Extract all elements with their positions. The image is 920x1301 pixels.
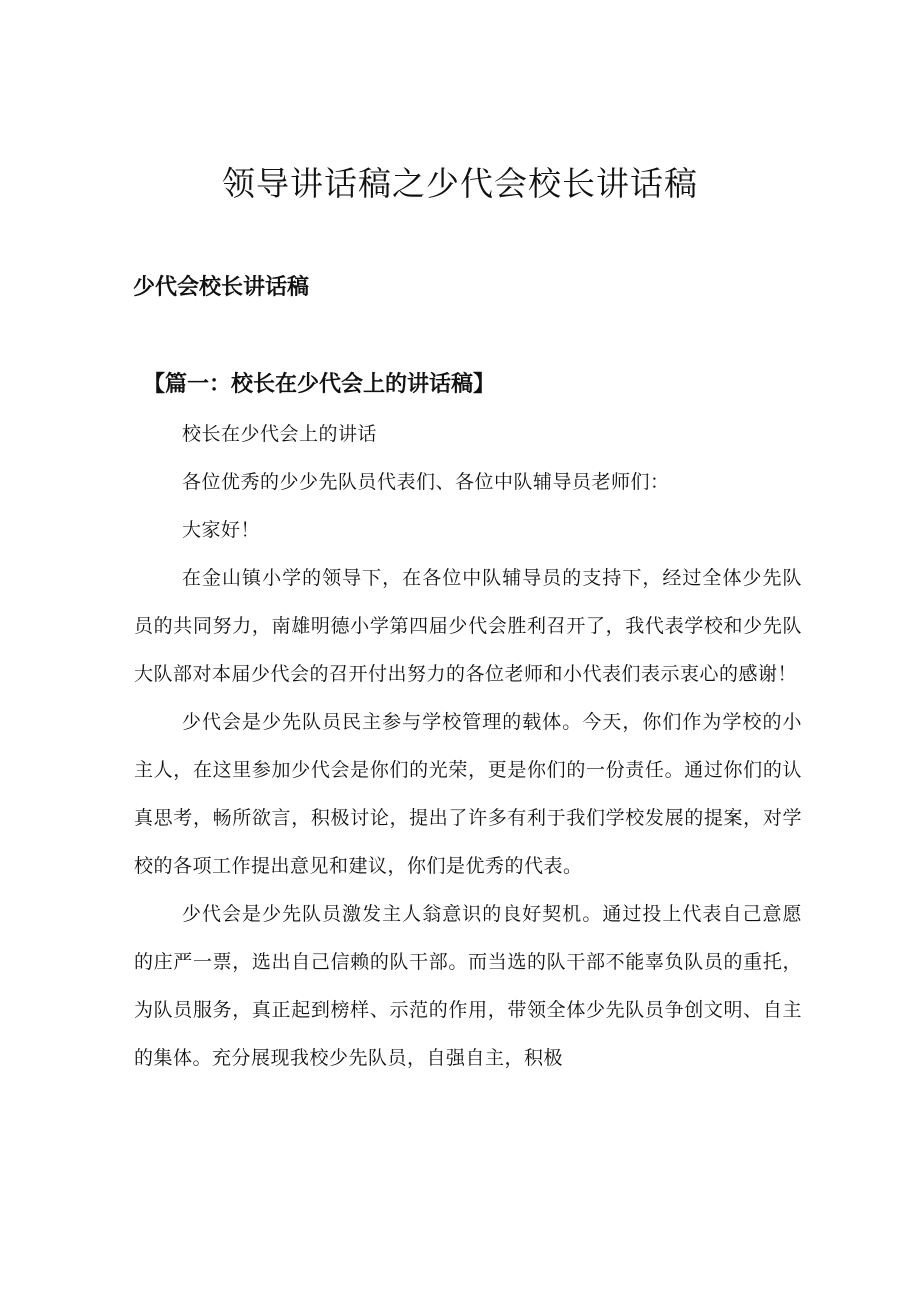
section-heading: 少代会校长讲话稿 <box>133 275 310 300</box>
paragraph-thanks: 在金山镇小学的领导下，在各位中队辅导员的支持下，经过全体少先队员的共同努力，南雄明德小学第四届少代会胜利召开了，我代表学校和少先队大队部对本届少代会的召开付出努力的各位老师和小代表们表示衷心的感谢！ <box>134 567 802 685</box>
paragraph-opportunity: 少代会是少先队员激发主人翁意识的良好契机。通过投上代表自己意愿的庄严一票，选出自己信赖的队干部。而当选的队干部不能辜负队员的重托，为队员服务，真正起到榜样、示范的作用，带领全体少先队员争创文明、自主的集体。充分展现我校少先队员，自强自主，积极 <box>134 903 802 1069</box>
paragraph-salutation: 各位优秀的少少先队员代表们、各位中队辅导员老师们： <box>182 471 670 493</box>
document-body <box>134 410 802 1082</box>
paragraph-greeting: 大家好！ <box>182 519 261 541</box>
paragraph-speech-title: 校长在少代会上的讲话 <box>182 423 378 445</box>
paragraph-carrier: 少代会是少先队员民主参与学校管理的载体。今天，你们作为学校的小主人，在这里参加少代会是你们的光荣，更是你们的一份责任。通过你们的认真思考，畅所欲言，积极讨论，提出了许多有利于我们学校发展的提案，对学校的各项工作提出意见和建议，你们是优秀的代表。 <box>134 711 802 877</box>
document-title: 领导讲话稿之少代会校长讲话稿 <box>222 164 698 203</box>
article-heading: 【篇一：校长在少代会上的讲话稿】 <box>143 372 496 397</box>
